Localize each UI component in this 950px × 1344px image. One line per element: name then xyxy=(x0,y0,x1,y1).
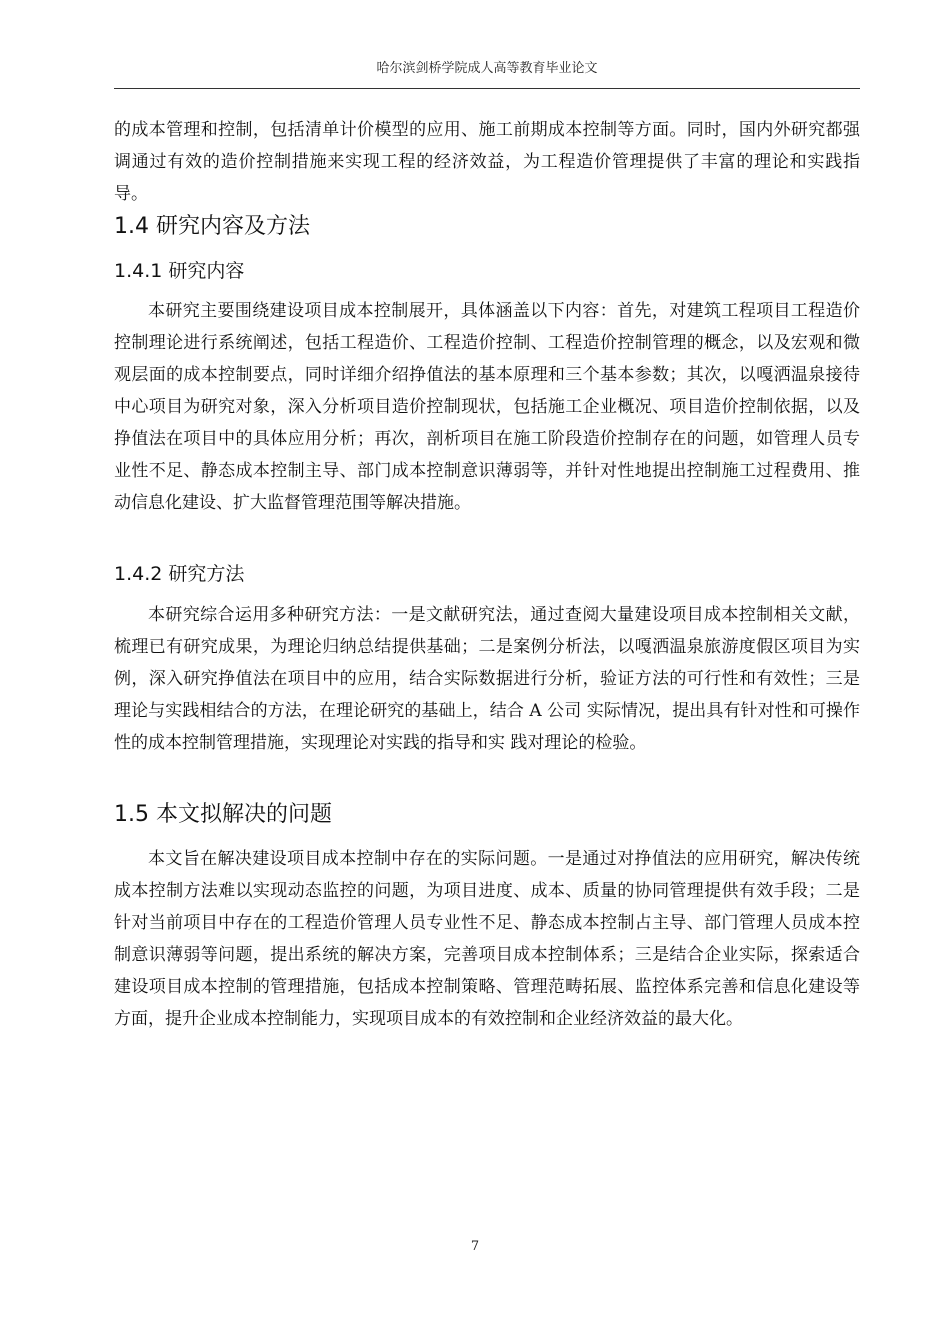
subsection-heading-1-4-2: 1.4.2 研究方法 xyxy=(114,563,245,585)
header-divider xyxy=(114,88,860,89)
subsection-heading-1-4-1: 1.4.1 研究内容 xyxy=(114,260,245,282)
research-method-paragraph: 本研究综合运用多种研究方法：一是文献研究法，通过查阅大量建设项目成本控制相关文献，梳理已有研究成果，为理论归纳总结提供基础；二是案例分析法，以嘎洒温泉旅游度假区项目为实例，深入研究挣值法在项目中的应用，结合实际数据进行分析，验证方法的可行性和有效性；三是理论与实践相结合的方法，在理论研究的基础上，结合 A 公司 实际情况，提出具有针对性和可操作性的成本控制管理措施，实现理论对实践的指导和实 践对理论的检验。 xyxy=(114,605,860,753)
continuation-paragraph: 的成本管理和控制，包括清单计价模型的应用、施工前期成本控制等方面。同时，国内外研究都强调通过有效的造价控制措施来实现工程的经济效益，为工程造价管理提供了丰富的理论和实践指导。 xyxy=(114,120,860,204)
research-content-paragraph: 本研究主要围绕建设项目成本控制展开，具体涵盖以下内容：首先，对建筑工程项目工程造价控制理论进行系统阐述，包括工程造价、工程造价控制、工程造价控制管理的概念，以及宏观和微观层面的成本控制要点，同时详细介绍挣值法的基本原理和三个基本参数；其次，以嘎洒温泉接待中心项目为研究对象，深入分析项目造价控制现状，包括施工企业概况、项目造价控制依据，以及挣值法在项目中的具体应用分析；再次，剖析项目在施工阶段造价控制存在的问题，如管理人员专业性不足、静态成本控制主导、部门成本控制意识薄弱等，并针对性地提出控制施工过程费用、推动信息化建设、扩大监督管理范围等解决措施。 xyxy=(114,301,860,513)
page-header: 哈尔滨剑桥学院成人高等教育毕业论文 xyxy=(376,61,598,76)
section-heading-1-4: 1.4 研究内容及方法 xyxy=(114,214,310,239)
problems-paragraph: 本文旨在解决建设项目成本控制中存在的实际问题。一是通过对挣值法的应用研究，解决传统成本控制方法难以实现动态监控的问题，为项目进度、成本、质量的协同管理提供有效手段；二是针对当前项目中存在的工程造价管理人员专业性不足、静态成本控制占主导、部门管理人员成本控制意识薄弱等问题，提出系统的解决方案，完善项目成本控制体系；三是结合企业实际，探索适合建设项目成本控制的管理措施，包括成本控制策略、管理范畴拓展、监控体系完善和信息化建设等方面，提升企业成本控制能力，实现项目成本的有效控制和企业经济效益的最大化。 xyxy=(114,849,860,1029)
page-number: 7 xyxy=(470,1239,480,1254)
section-heading-1-5: 1.5 本文拟解决的问题 xyxy=(114,802,332,827)
